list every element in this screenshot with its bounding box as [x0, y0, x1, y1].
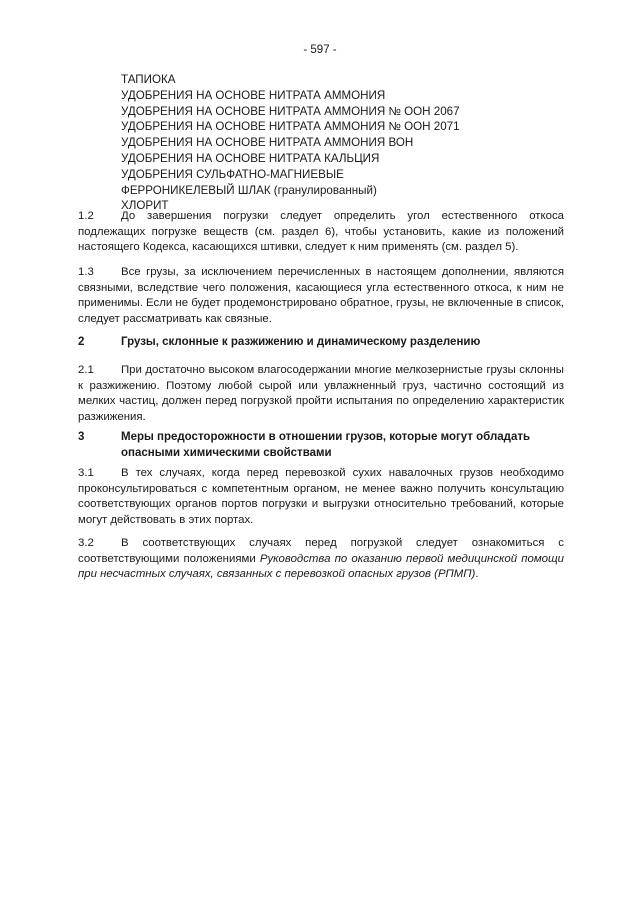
- cargo-list-item: ТАПИОКА: [121, 73, 176, 86]
- section-number: 3: [78, 431, 85, 443]
- paragraph-number: 1.3: [78, 266, 94, 278]
- section-heading-2: [78, 335, 564, 351]
- paragraph-number: 1.2: [78, 210, 94, 222]
- paragraph-text-end: .: [475, 568, 479, 581]
- section-heading-3: [78, 430, 564, 461]
- section-number: 2: [78, 336, 85, 348]
- paragraph-3-1: [78, 466, 564, 528]
- paragraph-3-2: [78, 536, 564, 583]
- document-reference: Руководства по оказанию первой медицинской помощи при несчастных случаях, связанных с перевозкой опасных грузов (РПМП): [78, 552, 565, 581]
- paragraph-text-plain: В соответствующих случаях перед погрузкой следует ознакомиться с соответствующими положениями: [78, 537, 564, 565]
- paragraph-text: Все грузы, за исключением перечисленных в настоящем дополнении, являются связными, вследствие чего положения, касающиеся угла естественного откоса, к ним не применимы. Если не будет продемонстрировано обратное, грузы, не включенные в список, следует рассматривать как связные.: [78, 266, 564, 325]
- paragraph-2-1: [78, 363, 564, 425]
- paragraph-text: При достаточно высоком влагосодержании многие мелкозернистые грузы склонны к разжижению. Поэтому любой сырой или увлажненный груз, частично состоящий из мелких частиц, должен перед погрузкой пройти испытания по определению характеристик разжижения.: [78, 364, 564, 423]
- page-number: - 597 -: [303, 44, 337, 56]
- cargo-list-item: УДОБРЕНИЯ НА ОСНОВЕ НИТРАТА АММОНИЯ № ООН 2071: [121, 120, 460, 134]
- cargo-list-item: УДОБРЕНИЯ СУЛЬФАТНО-МАГНИЕВЫЕ: [121, 167, 344, 181]
- cargo-list-item: ХЛОРИТ: [121, 199, 169, 213]
- cargo-list-item: ФЕРРОНИКЕЛЕВЫЙ ШЛАК (гранулированный): [121, 183, 377, 197]
- paragraph-text: До завершения погрузки следует определить угол естественного откоса подлежащих погрузке веществ (см. раздел 6), чтобы установить, какие из положений настоящего Кодекса, касающихся штивки, следует к ним применять (см. раздел 5).: [78, 210, 564, 254]
- paragraph-text: В тех случаях, когда перед перевозкой сухих навалочных грузов необходимо проконсультироваться с компетентным органом, не менее важно получить консультацию соответствующих органов портов погрузки и выгрузки относительно требований, которые могут действовать в этих портах.: [78, 467, 564, 526]
- paragraph-number: 2.1: [78, 364, 94, 376]
- section-title: Меры предосторожности в отношении грузов, которые могут обладать опасными химическими свойствами: [121, 431, 531, 459]
- section-title: Грузы, склонные к разжижению и динамическому разделению: [121, 336, 481, 348]
- cargo-list-item: УДОБРЕНИЯ НА ОСНОВЕ НИТРАТА АММОНИЯ: [121, 88, 386, 102]
- paragraph-1-2: [78, 209, 564, 256]
- paragraph-number: 3.1: [78, 467, 94, 479]
- paragraph-number: 3.2: [78, 537, 94, 549]
- paragraph-1-3: [78, 265, 564, 327]
- cargo-list-item: УДОБРЕНИЯ НА ОСНОВЕ НИТРАТА АММОНИЯ ВОН: [121, 136, 414, 150]
- cargo-list-item: УДОБРЕНИЯ НА ОСНОВЕ НИТРАТА КАЛЬЦИЯ: [121, 151, 380, 165]
- cargo-list-item: УДОБРЕНИЯ НА ОСНОВЕ НИТРАТА АММОНИЯ № ООН 2067: [121, 104, 460, 118]
- paragraph-text: [78, 536, 564, 583]
- cargo-list: [121, 72, 460, 214]
